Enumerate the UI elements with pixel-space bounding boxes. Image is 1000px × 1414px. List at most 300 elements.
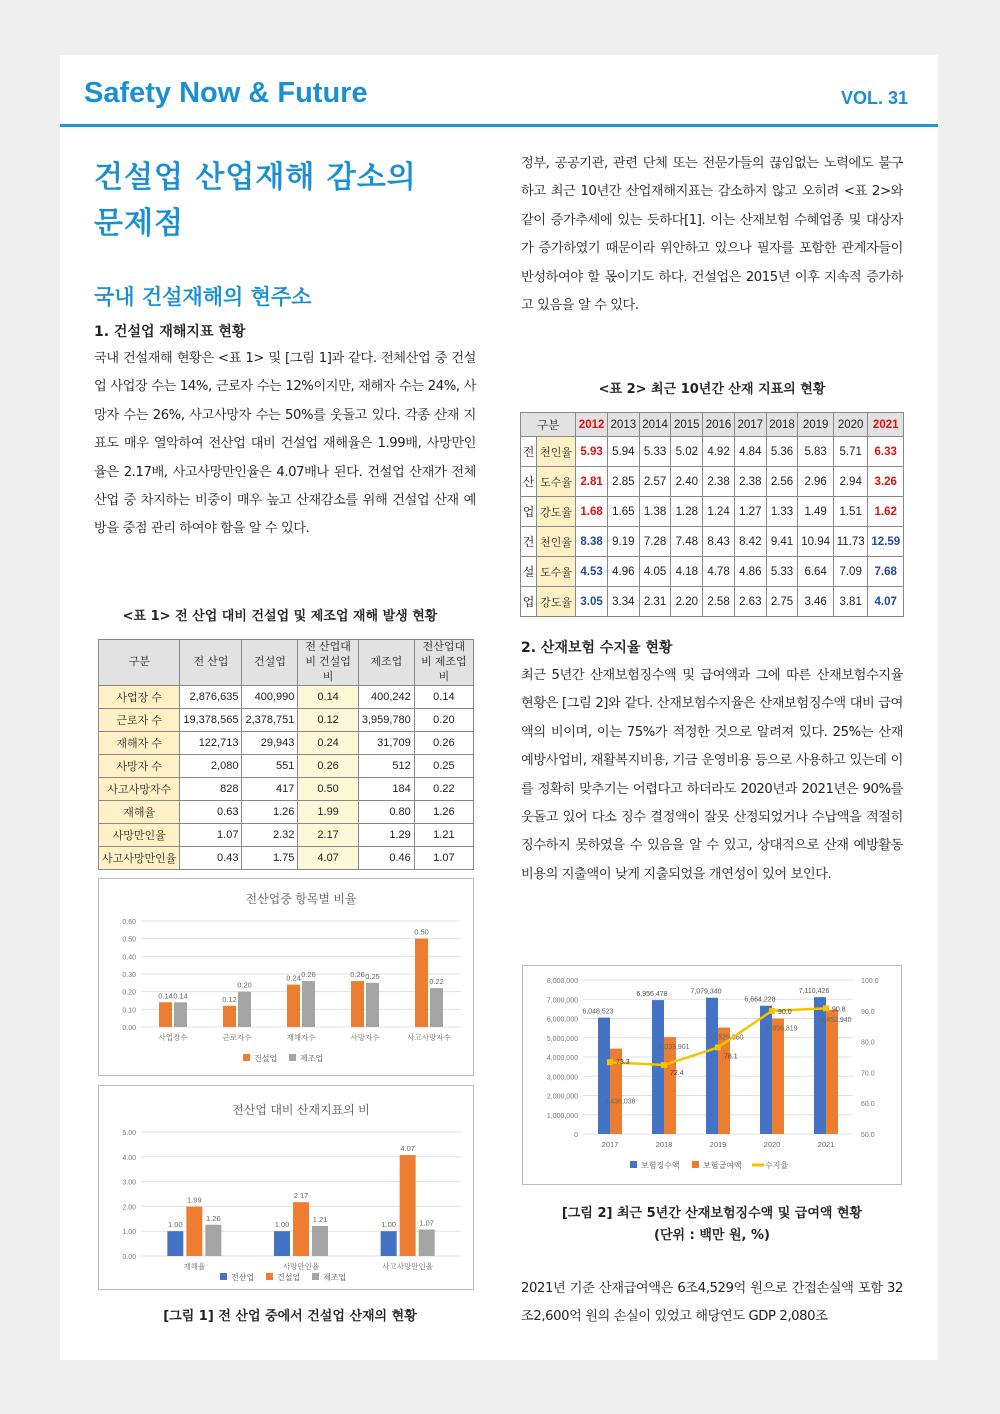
legend-label: 전산업 [231,1273,255,1282]
data-label: 0.25 [365,971,380,981]
table1-cell: 0.26 [414,732,473,755]
bar-건설업 [351,981,364,1027]
table-row [521,437,904,467]
data-label: 1.99 [187,1195,202,1205]
bar-제조업 [174,1002,187,1027]
chart1 [99,879,475,1077]
paragraph-3: 최근 5년간 산재보험징수액 및 급여액과 그에 따른 산재보험수지율 현황은 [그림 2]와 같다. 산재보험수지율은 산재보험징수액 대비 급여액의 비이며, 이는 75%가 적정한 것으로 알려져 있다. 25%는 산재 예방사업비, 재활복지비용, 기금 운영비용 등으로 사용하고 있는데 이를 정확히 맞추기는 어렵다고 하더라도 2020년과 2021년은 90%를 웃돌고 있어 다소 징수 결정액이 잘못 산정되었거나 수납액을 적절히 징수하지 못하였을 수 있음을 알 수 있고, 상대적으로 산재 예방활동비용의 지출액이 낮게 지출되었을 개연성이 있어 보인다. [521,668,903,882]
table1-header-cell: 건설업 [242,640,298,686]
table2-cell: 6.33 [868,437,904,467]
table2-cell: 1.27 [734,497,766,527]
table2-cell: 1.65 [607,497,639,527]
y-tick-label: 0.20 [122,989,136,997]
bar-건설업 [159,1002,172,1027]
data-label: 5,996,819 [766,1025,798,1033]
table2-year-header: 2020 [833,413,868,437]
table2-corner: 구분 [521,413,576,437]
table1-header-cell: 제조업 [358,640,414,686]
table1-row-label: 사업장 수 [99,686,180,709]
table2-group-char: 전 [521,437,537,467]
bar-제조업 [238,992,251,1027]
legend-swatch [289,1054,296,1061]
table2-row-label: 강도율 [537,497,576,527]
table1-row-label: 재해율 [99,801,180,824]
bar-제조업 [205,1225,221,1256]
figure2-caption [520,1203,904,1247]
legend-label: 수지율 [765,1161,789,1170]
table1-cell: 0.22 [414,778,473,801]
table1-cell: 2.32 [242,824,298,847]
line-label: 78.1 [724,1053,738,1061]
table1-cell: 512 [358,755,414,778]
table2-year-header: 2021 [868,413,904,437]
table2-cell: 5.36 [766,437,798,467]
table2-cell: 7.28 [639,527,671,557]
y2-tick-label: 80.0 [861,1039,875,1047]
x-tick-label: 2020 [763,1140,781,1149]
data-label: 0.14 [158,991,173,1001]
chart2-box [98,1085,474,1290]
table2-cell: 2.40 [671,467,703,497]
table2-cell: 2.85 [607,467,639,497]
table2-cell: 2.75 [766,587,798,617]
chart2 [99,1086,475,1291]
table2-cell: 2.56 [766,467,798,497]
table2-cell: 2.81 [576,467,608,497]
table2-cell: 3.81 [833,587,868,617]
bar-건설업 [186,1207,202,1256]
y-tick-label: 0.40 [122,954,136,962]
table1-cell: 400,242 [358,686,414,709]
table1-cell: 1.07 [180,824,242,847]
table1-cell: 19,378,565 [180,709,242,732]
table1-cell: 1.07 [414,847,473,870]
table2-cell: 7.09 [833,557,868,587]
y-tick-label: 2,000,000 [546,1093,578,1101]
table2-year-header: 2014 [639,413,671,437]
line-label: 90.0 [778,1008,792,1016]
y2-tick-label: 70.0 [861,1070,875,1078]
legend-swatch [692,1161,699,1168]
data-label: 4,436,038 [604,1098,636,1106]
table1-cell: 122,713 [180,732,242,755]
table2-cell: 11.73 [833,527,868,557]
data-label: 0.20 [237,980,252,990]
table1-row-label: 사고사망자수 [99,778,180,801]
table-row [521,527,904,557]
table1-header-row [99,640,474,686]
y-tick-label: 0.50 [122,936,136,944]
table2-group-char: 업 [521,497,537,527]
bar-제조업 [419,1229,435,1256]
table1-cell: 0.43 [180,847,242,870]
bar-건설업 [400,1155,416,1256]
data-label: 1.00 [381,1220,396,1230]
bar-전산업 [274,1231,290,1256]
table1-cell: 184 [358,778,414,801]
section-title: 국내 건설재해의 현주소 [94,285,312,309]
table-row [99,755,474,778]
data-label: 1.00 [274,1220,290,1230]
bar-보험급여액 [772,1019,784,1134]
table2-group-char: 건 [521,527,537,557]
y-tick-label: 4,000,000 [546,1055,578,1062]
table1-cell: 0.14 [298,686,358,709]
table1-cell: 2,378,751 [242,709,298,732]
table2-cell: 2.58 [703,587,735,617]
table1-cell: 0.12 [298,709,358,732]
y-tick-label: 1.00 [122,1229,136,1237]
table-row [521,497,904,527]
table2-cell: 2.96 [798,467,834,497]
data-label: 0.22 [429,977,444,987]
table2-cell: 4.78 [703,557,735,587]
table2-caption: <표 2> 최근 10년간 산재 지표의 현황 [598,382,826,397]
table1-cell: 1.75 [242,847,298,870]
table-row [99,847,474,870]
table1-cell: 1.21 [414,824,473,847]
x-tick-label: 사고사망만인율 [382,1262,434,1271]
table2-cell: 8.43 [703,527,735,557]
table2-year-header: 2012 [576,413,608,437]
table2-row-label: 도수율 [537,467,576,497]
table2-group-char: 산 [521,467,537,497]
table-row [521,557,904,587]
y-tick-label: 5,000,000 [546,1035,578,1043]
table2-cell: 1.28 [671,497,703,527]
x-tick-label: 근로자수 [222,1033,252,1042]
table-row [99,801,474,824]
bar-전산업 [167,1231,183,1256]
table1-cell: 2.17 [298,824,358,847]
table-row [521,467,904,497]
bar-건설업 [293,1202,309,1256]
table2-cell: 4.84 [734,437,766,467]
table1-cell: 551 [242,755,298,778]
table2-cell: 4.92 [703,437,735,467]
line-point [607,1059,613,1065]
table1-cell: 3,959,780 [358,709,414,732]
table1-cell: 29,943 [242,732,298,755]
line-point [823,1005,829,1011]
table2-cell: 5.02 [671,437,703,467]
subheading-1: 1. 건설업 재해지표 현황 [94,324,246,340]
x-tick-label: 사고사망자수 [407,1033,451,1042]
table-row [99,732,474,755]
line-point [769,1008,775,1014]
y-tick-label: 3,000,000 [546,1074,578,1082]
legend-swatch [630,1161,637,1168]
y-tick-label: 2.00 [122,1204,136,1212]
figure2-caption-line2: (단위 : 백만 원, %) [654,1228,770,1243]
data-label: 0.14 [173,991,188,1001]
table1-row-label: 근로자 수 [99,709,180,732]
table1-cell: 1.26 [242,801,298,824]
table2-cell: 4.86 [734,557,766,587]
y-tick-label: 0 [574,1132,578,1139]
data-label: 1.00 [168,1220,183,1230]
y2-tick-label: 60.0 [861,1101,875,1109]
legend-label: 제조업 [300,1054,324,1063]
table2-cell: 2.20 [671,587,703,617]
table2-cell: 1.24 [703,497,735,527]
table2-cell: 2.94 [833,467,868,497]
legend-label: 건설업 [254,1054,278,1063]
table2-cell: 1.68 [576,497,608,527]
paragraph-1: 국내 건설재해 현황은 <표 1> 및 [그림 1]과 같다. 전체산업 중 건설업 사업장 수는 14%, 근로자 수는 12%이지만, 재해자 수는 24%, 사망자 수는 26%, 사고사망자 수는 50%를 웃돌고 있다. 각종 산재 지표도 매우 열악하여 전산업 대비 건설업 재해율은 1.99배, 사망만인율은 2.17배, 사고사망만인율은 4.07배나 된다. 건설업 산재가 전체산업 중 차지하는 비중이 매우 높고 산재감소를 위해 건설업 산재 예방을 중점 관리 하여야 함을 알 수 있다. [94,351,476,537]
x-tick-label: 재해율 [183,1262,206,1271]
table2-cell: 5.94 [607,437,639,467]
table1-cell: 1.29 [358,824,414,847]
table1-cell: 1.99 [298,801,358,824]
table1-cell: 400,990 [242,686,298,709]
x-tick-label: 2019 [709,1140,727,1149]
table1-cell: 828 [180,778,242,801]
table1-cell: 1.26 [414,801,473,824]
table1-cell: 417 [242,778,298,801]
y-tick-label: 8,000,000 [546,978,578,985]
data-label: 0.50 [414,927,429,937]
data-label: 0.12 [222,994,237,1004]
line-label: 72.4 [670,1070,684,1078]
data-label: 0.26 [301,970,316,980]
table2-cell: 4.18 [671,557,703,587]
table1-header-cell: 전산업대비 제조업비 [414,640,473,686]
table2-cell: 2.57 [639,467,671,497]
x-tick-label: 사망자수 [350,1033,380,1042]
table1-header-cell: 전 산업 [180,640,242,686]
table2-cell: 1.33 [766,497,798,527]
x-tick-label: 2021 [817,1140,835,1149]
table2-group-char: 업 [521,587,537,617]
line-point [661,1062,667,1068]
table1-cell: 0.24 [298,732,358,755]
data-label: 6,452,940 [820,1016,852,1024]
table2-year-header: 2019 [798,413,834,437]
table2-cell: 5.93 [576,437,608,467]
y-tick-label: 1,000,000 [546,1112,578,1120]
table2-year-header: 2015 [671,413,703,437]
table2-cell: 4.05 [639,557,671,587]
table1-row-label: 사망만인율 [99,824,180,847]
table1-cell: 4.07 [298,847,358,870]
data-label: 0.24 [286,973,301,983]
y2-tick-label: 90.0 [861,1008,875,1016]
subheading-2: 2. 산재보험 수지율 현황 [521,640,673,656]
figure2-caption-line1: [그림 2] 최근 5년간 산재보험징수액 및 급여액 현황 [561,1206,863,1221]
line-label: 90.8 [832,1006,846,1014]
chart3 [523,966,903,1186]
data-label: 6,956,478 [636,991,668,999]
x-tick-label: 2017 [601,1140,619,1149]
table2-year-header: 2013 [607,413,639,437]
paragraph-2: 정부, 공공기관, 관련 단체 또는 전문가들의 끊임없는 노력에도 불구하고 최근 10년간 산업재해지표는 감소하지 않고 오히려 <표 2>와 같이 증가추세에 있는 듯하다[1]. 이는 산재보험 수혜업종 및 대상자가 증가하였기 때문이라 위안하고 있으나 필자를 포함한 관계자들이 반성하여야 할 몫이기도 하다. 건설업은 2015년 이후 지속적 증가하고 있음을 알 수 있다. [521,156,903,314]
table2-cell: 5.83 [798,437,834,467]
chart1-box [98,878,474,1076]
table2-cell: 12.59 [868,527,904,557]
table1-cell: 2,080 [180,755,242,778]
data-label: 7,110,426 [798,988,830,996]
table1-cell: 0.80 [358,801,414,824]
table-row [99,778,474,801]
volume-label: VOL. 31 [840,88,908,108]
y-tick-label: 3.00 [122,1179,136,1187]
legend-label: 보험급여액 [703,1161,742,1170]
table2-cell: 8.42 [734,527,766,557]
legend-label: 제조업 [323,1273,347,1282]
table2-cell: 8.38 [576,527,608,557]
table2-cell: 7.48 [671,527,703,557]
legend-swatch [312,1273,319,1280]
table-row [521,587,904,617]
line-label: 73.3 [616,1059,630,1067]
y-tick-label: 0.00 [122,1025,136,1032]
table1-row-label: 재해자 수 [99,732,180,755]
article-title-line1: 건설업 산업재해 감소의 [94,160,417,195]
page [60,55,938,1360]
table2-cell: 4.96 [607,557,639,587]
table2-cell: 1.38 [639,497,671,527]
table2-row-label: 천인율 [537,437,576,467]
paragraph-4: 2021년 기준 산재급여액은 6조4,529억 원으로 간접손실액 포함 32조2,600억 원의 손실이 있었고 해당연도 GDP 2,080조 [521,1281,903,1325]
data-label: 0.26 [350,970,365,980]
bar-보험징수액 [598,1018,610,1134]
table2-row-label: 도수율 [537,557,576,587]
data-label: 5,529,360 [712,1034,744,1042]
table1-row-label: 사망자 수 [99,755,180,778]
data-label: 6,048,523 [582,1008,614,1016]
legend-swatch [243,1054,250,1061]
table-row [99,686,474,709]
table2 [520,412,904,617]
table2-row-label: 천인율 [537,527,576,557]
table2-cell: 1.49 [798,497,834,527]
bar-제조업 [366,983,379,1027]
bar-건설업 [415,939,428,1027]
table-row [99,824,474,847]
table1-cell: 0.26 [298,755,358,778]
bar-보험급여액 [826,1010,838,1134]
bar-건설업 [287,985,300,1027]
y-tick-label: 0.10 [122,1007,136,1015]
data-label: 5,033,901 [658,1044,690,1052]
table1-header-cell: 전 산업대비 건설업비 [298,640,358,686]
table1-header-cell: 구분 [99,640,180,686]
bar-전산업 [381,1231,397,1256]
bar-제조업 [430,988,443,1027]
table1-row-label: 사고사망만인율 [99,847,180,870]
table2-cell: 6.64 [798,557,834,587]
line-point [715,1044,721,1050]
table2-cell: 3.26 [868,467,904,497]
table1-cell: 0.25 [414,755,473,778]
table1-cell: 2,876,635 [180,686,242,709]
y2-tick-label: 100.0 [861,978,879,985]
table2-cell: 2.38 [734,467,766,497]
y-tick-label: 4.00 [122,1154,136,1162]
brand-title: Safety Now & Future [84,77,368,109]
y-tick-label: 5.00 [122,1130,136,1137]
data-label: 6,664,228 [744,996,776,1004]
table-row [99,709,474,732]
legend-label: 보험징수액 [641,1161,680,1170]
table2-cell: 2.63 [734,587,766,617]
table2-cell: 7.68 [868,557,904,587]
table2-group-char: 설 [521,557,537,587]
table2-row-label: 강도율 [537,587,576,617]
table2-year-header: 2017 [734,413,766,437]
table1-cell: 31,709 [358,732,414,755]
table2-cell: 1.62 [868,497,904,527]
bar-건설업 [223,1006,236,1027]
table2-cell: 5.71 [833,437,868,467]
data-label: 1.21 [312,1214,328,1224]
y-tick-label: 0.30 [122,972,136,979]
data-label: 4.07 [400,1144,415,1154]
legend-label: 건설업 [277,1273,301,1282]
bar-제조업 [312,1226,328,1256]
table1-caption: <표 1> 전 산업 대비 건설업 및 제조업 재해 발생 현황 [122,609,438,624]
table2-cell: 4.53 [576,557,608,587]
x-tick-label: 사업장수 [158,1033,188,1042]
chart-title: 전산업 대비 산재지표의 비 [232,1103,370,1117]
y-tick-label: 0.60 [122,919,136,926]
table2-cell: 3.34 [607,587,639,617]
header [60,55,938,127]
table2-cell: 5.33 [639,437,671,467]
table1-cell: 0.63 [180,801,242,824]
table1 [98,639,474,870]
table2-cell: 2.38 [703,467,735,497]
table2-cell: 10.94 [798,527,834,557]
data-label: 7,079,340 [690,988,722,996]
legend-swatch [266,1273,273,1280]
x-tick-label: 재해자수 [286,1033,316,1042]
table2-header-row [521,413,904,437]
table2-cell: 9.41 [766,527,798,557]
x-tick-label: 2018 [655,1140,673,1149]
legend-swatch [220,1273,227,1280]
table2-cell: 9.19 [607,527,639,557]
table1-cell: 0.14 [414,686,473,709]
bar-보험징수액 [706,998,718,1134]
table2-cell: 3.46 [798,587,834,617]
bar-제조업 [302,981,315,1027]
figure1-caption: [그림 1] 전 산업 중에서 건설업 산재의 현황 [163,1309,417,1324]
y-tick-label: 7,000,000 [546,997,578,1005]
table2-cell: 2.31 [639,587,671,617]
article-title [94,155,474,247]
data-label: 1.07 [419,1218,434,1228]
table1-cell: 0.20 [414,709,473,732]
y-tick-label: 6,000,000 [546,1016,578,1024]
y-tick-label: 0.00 [122,1254,136,1261]
table2-cell: 5.33 [766,557,798,587]
table2-year-header: 2018 [766,413,798,437]
chart3-box [522,965,902,1185]
table1-cell: 0.46 [358,847,414,870]
data-label: 1.26 [206,1213,221,1223]
table2-year-header: 2016 [703,413,735,437]
data-label: 2.17 [293,1191,309,1201]
bar-보험급여액 [664,1037,676,1134]
x-tick-label: 사망만인율 [282,1262,320,1271]
table1-cell: 0.50 [298,778,358,801]
table2-cell: 3.05 [576,587,608,617]
article-title-line2: 문제점 [94,206,184,241]
table2-cell: 1.51 [833,497,868,527]
table2-cell: 4.07 [868,587,904,617]
